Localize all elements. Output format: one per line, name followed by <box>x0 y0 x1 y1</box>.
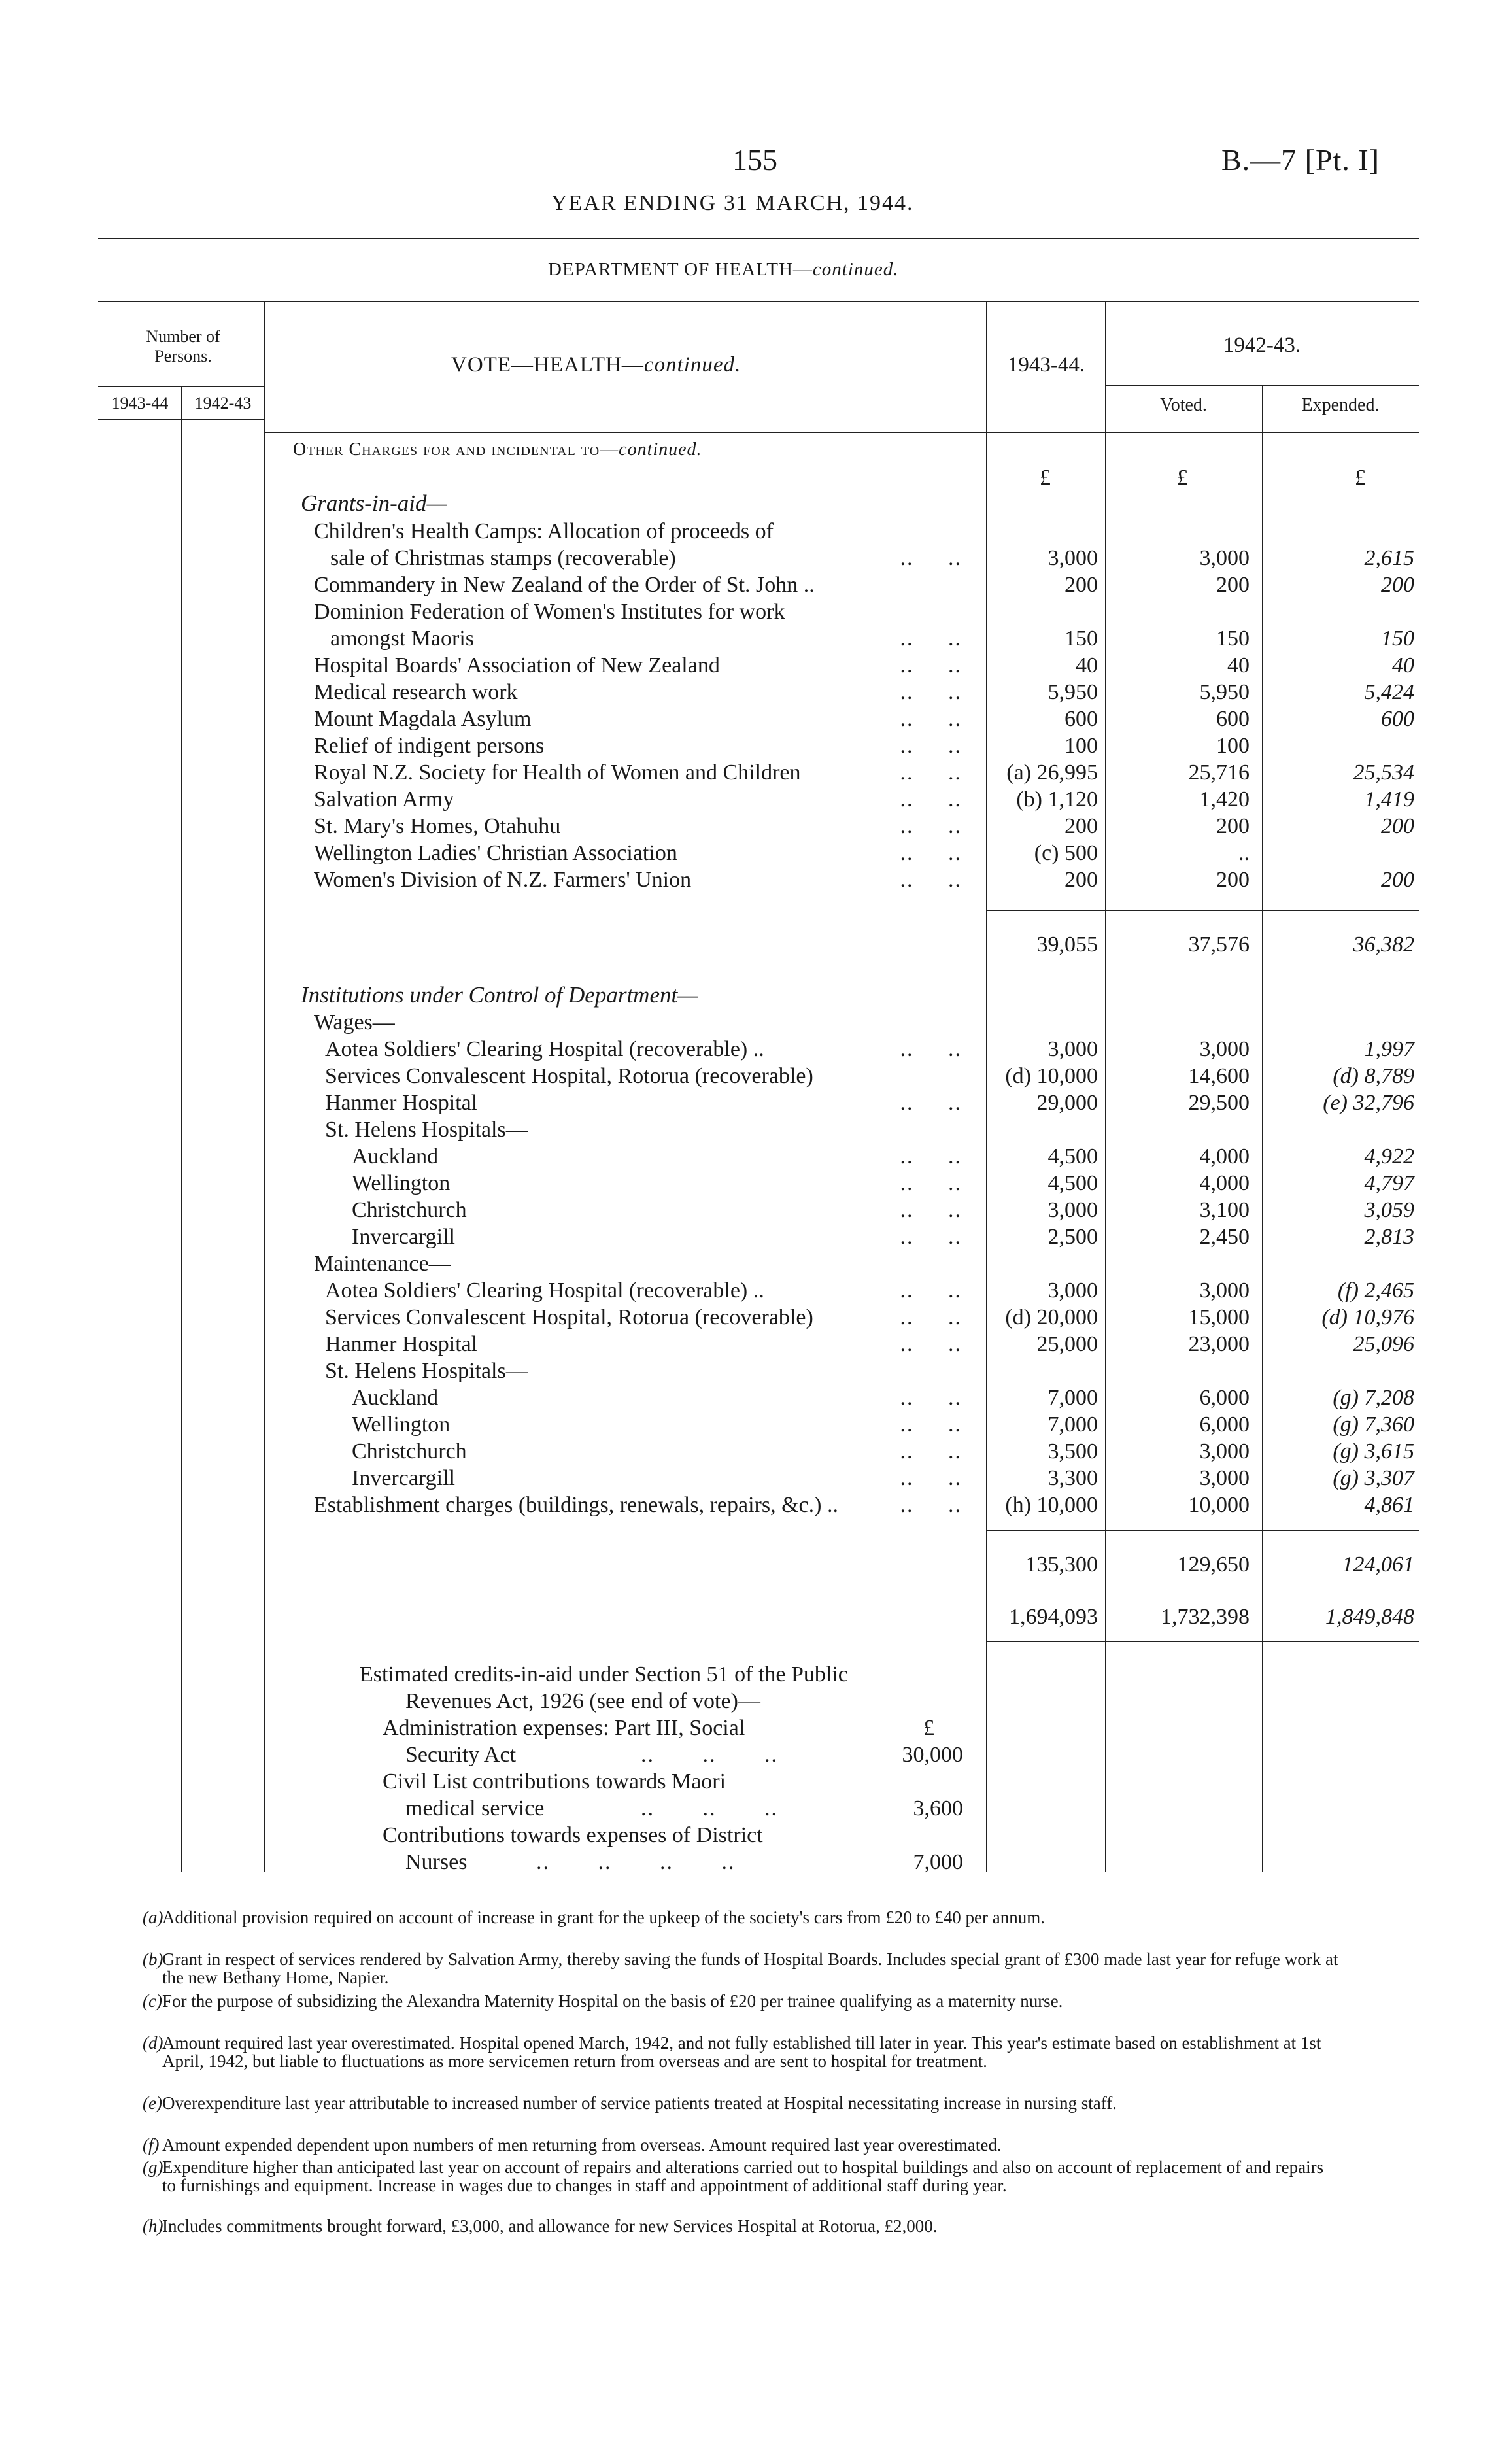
footnote-text: Expenditure higher than anticipated last year on account of repairs and alterations carried out to hospital buildings and also on account of replacement of and repairs to furnishings and equipment. Increase in wages due to changes in staff and appointment of additional staff during year. <box>162 2157 1324 2195</box>
credits-line-7: Contributions towards expenses of District <box>383 1823 763 1847</box>
value-1943-44: 40 <box>1076 653 1098 677</box>
value-1943-44: 4,500 <box>1047 1144 1098 1169</box>
value-1943-44: 4,500 <box>1047 1171 1098 1195</box>
value-expended: 150 <box>1381 626 1414 651</box>
persons-head-rule <box>98 386 264 387</box>
table-row <box>0 1223 1498 1250</box>
leader-dots: .. .. <box>900 1144 962 1169</box>
document-reference: B.—7 [Pt. I] <box>1221 143 1380 177</box>
value-expended: (f) 2,465 <box>1337 1278 1414 1303</box>
table-row <box>0 1143 1498 1170</box>
pound-sign-voted: £ <box>1177 466 1188 490</box>
value-1943-44: 3,500 <box>1047 1439 1098 1463</box>
value-voted: 2,450 <box>1199 1225 1250 1249</box>
row-label: Christchurch <box>352 1439 467 1463</box>
table-row <box>0 1063 1498 1089</box>
footnote-c <box>143 1991 1339 2011</box>
value-1943-44: 600 <box>1064 707 1098 731</box>
grants-total-voted: 37,576 <box>1188 933 1250 957</box>
grand-total-voted: 1,732,398 <box>1161 1605 1250 1629</box>
credits-line-2: Revenues Act, 1926 (see end of vote)— <box>405 1689 760 1713</box>
credits-line-4 <box>405 1741 778 1768</box>
table-row <box>0 652 1498 679</box>
vote-heading <box>451 353 741 377</box>
leader-dots: .. .. <box>900 626 962 651</box>
inst-total-rule-1 <box>986 1530 1419 1531</box>
row-label: Auckland <box>352 1386 439 1410</box>
row-label: Invercargill <box>352 1466 455 1490</box>
table-row <box>0 840 1498 866</box>
table-row <box>0 1170 1498 1197</box>
footnote-mark: (g) <box>143 2157 163 2177</box>
other-charges-main: Other Charges for and incidental to— <box>293 439 619 460</box>
leader-dots: .. .. <box>900 1466 962 1490</box>
value-voted: 6,000 <box>1199 1386 1250 1410</box>
year-split-rule <box>1105 385 1419 386</box>
row-label: Wellington <box>352 1171 451 1195</box>
leader-dots: .. .. <box>900 1439 962 1463</box>
row-label: Invercargill <box>352 1225 455 1249</box>
table-row <box>0 1250 1498 1277</box>
table-top-rule <box>98 301 1419 302</box>
table-row <box>0 1277 1498 1304</box>
value-voted: 14,600 <box>1188 1064 1250 1088</box>
value-1943-44: 5,950 <box>1047 680 1098 704</box>
table-row <box>0 1036 1498 1063</box>
value-voted: 3,000 <box>1199 1439 1250 1463</box>
value-expended: 2,615 <box>1364 546 1414 570</box>
footnote-text: Amount expended dependent upon numbers of men returning from overseas. Amount required last year overestimated. <box>162 2135 1002 2155</box>
grants-total-rule-1 <box>986 910 1419 911</box>
row-label: Wages— <box>314 1010 395 1035</box>
credits-line-1: Estimated credits-in-aid under Section 51 of the Public <box>360 1662 848 1686</box>
value-voted: 29,500 <box>1188 1091 1250 1115</box>
value-expended: 5,424 <box>1364 680 1414 704</box>
table-row <box>0 518 1498 545</box>
inst-total-voted: 129,650 <box>1177 1552 1250 1577</box>
table-row <box>0 1089 1498 1116</box>
footnote-e <box>143 2093 1339 2113</box>
voted-heading: Voted. <box>1160 395 1207 415</box>
footnote-d <box>143 2033 1339 2071</box>
value-voted: 4,000 <box>1199 1171 1250 1195</box>
table-row <box>0 598 1498 625</box>
row-label: Christchurch <box>352 1198 467 1222</box>
value-voted: 3,000 <box>1199 1278 1250 1303</box>
credits-value-2: 3,600 <box>913 1796 963 1821</box>
footnote-text: Additional provision required on account of increase in grant for the upkeep of the society's cars from £20 to £40 per annum. <box>162 1908 1045 1927</box>
leader-dots: .. .. <box>900 653 962 677</box>
pound-sign-1943-44: £ <box>1040 466 1051 490</box>
credits-dots: .. .. .. <box>641 1796 778 1821</box>
row-label: Hospital Boards' Association of New Zealand <box>314 653 720 677</box>
credits-line-4-label: Security Act <box>405 1743 517 1767</box>
leader-dots: .. .. <box>900 868 962 892</box>
row-label: St. Mary's Homes, Otahuhu <box>314 814 561 838</box>
leader-dots: .. .. <box>900 734 962 758</box>
expended-heading: Expended. <box>1301 395 1380 415</box>
value-voted: 23,000 <box>1188 1332 1250 1356</box>
row-label: Commandery in New Zealand of the Order of St. John .. <box>314 573 815 597</box>
value-1943-44: (c) 500 <box>1034 841 1098 865</box>
value-expended: 200 <box>1381 868 1414 892</box>
table-row <box>0 679 1498 706</box>
footnote-mark: (c) <box>143 1991 162 2011</box>
persons-1942-43-heading: 1942-43 <box>194 394 252 413</box>
leader-dots: .. .. <box>900 1332 962 1356</box>
value-1943-44: (h) 10,000 <box>1005 1493 1098 1517</box>
column-1942-43-heading: 1942-43. <box>1223 334 1301 357</box>
value-expended: 4,861 <box>1364 1493 1414 1517</box>
value-expended: (g) 3,615 <box>1333 1439 1414 1463</box>
value-1943-44: 3,000 <box>1047 1037 1098 1061</box>
value-voted: .. <box>1238 841 1250 865</box>
value-expended: 2,813 <box>1364 1225 1414 1249</box>
footnote-a <box>143 1908 1339 1927</box>
row-label: Women's Division of N.Z. Farmers' Union <box>314 868 692 892</box>
persons-sub-rule <box>98 419 264 420</box>
other-charges-continued: continued. <box>619 439 702 460</box>
value-expended: 25,096 <box>1353 1332 1414 1356</box>
value-voted: 6,000 <box>1199 1412 1250 1437</box>
header-rule <box>98 238 1419 239</box>
grants-total-expended: 36,382 <box>1353 933 1414 957</box>
value-expended: 1,997 <box>1364 1037 1414 1061</box>
table-row <box>0 1009 1498 1036</box>
table-row <box>0 1197 1498 1223</box>
table-row <box>0 813 1498 840</box>
credits-line-8 <box>405 1849 736 1875</box>
value-voted: 1,420 <box>1199 787 1250 812</box>
value-1943-44: 7,000 <box>1047 1412 1098 1437</box>
value-voted: 600 <box>1216 707 1250 731</box>
department-main: DEPARTMENT OF HEALTH— <box>548 259 813 280</box>
credits-line-6-label: medical service <box>405 1796 545 1821</box>
leader-dots: .. .. <box>900 1037 962 1061</box>
pound-sign-expended: £ <box>1355 466 1366 490</box>
credits-line-5: Civil List contributions towards Maori <box>383 1770 726 1794</box>
row-label: Mount Magdala Asylum <box>314 707 532 731</box>
value-1943-44: 3,000 <box>1047 546 1098 570</box>
inst-total-1943-44: 135,300 <box>1025 1552 1098 1577</box>
value-expended: 200 <box>1381 814 1414 838</box>
value-expended: 4,922 <box>1364 1144 1414 1169</box>
institutions-heading: Institutions under Control of Department— <box>301 982 698 1008</box>
value-1943-44: 7,000 <box>1047 1386 1098 1410</box>
department-heading <box>548 259 899 281</box>
footnote-text: Grant in respect of services rendered by Salvation Army, thereby saving the funds of Hospital Boards. Includes special grant of £300 made last year for refuge work at the new Bethany Home, Napier. <box>162 1949 1338 1987</box>
value-1943-44: 150 <box>1064 626 1098 651</box>
value-expended: 1,419 <box>1364 787 1414 812</box>
vote-continued: continued. <box>643 353 741 377</box>
value-expended: 40 <box>1392 653 1414 677</box>
footnote-text: Includes commitments brought forward, £3,000, and allowance for new Services Hospital at Rotorua, £2,000. <box>162 2216 938 2236</box>
value-voted: 4,000 <box>1199 1144 1250 1169</box>
row-label: Wellington Ladies' Christian Association <box>314 841 677 865</box>
leader-dots: .. .. <box>900 1493 962 1517</box>
row-label: Aotea Soldiers' Clearing Hospital (recoverable) .. <box>325 1037 764 1061</box>
footnote-mark: (d) <box>143 2033 163 2053</box>
credits-line-6 <box>405 1795 778 1822</box>
leader-dots: .. .. <box>900 546 962 570</box>
leader-dots: .. .. <box>900 1198 962 1222</box>
footnote-text: Overexpenditure last year attributable to increased number of service patients treated at Hospital necessitating increase in nursing staff. <box>162 2093 1117 2113</box>
value-1943-44: 3,000 <box>1047 1198 1098 1222</box>
table-row <box>0 572 1498 598</box>
leader-dots: .. .. <box>900 707 962 731</box>
value-expended: (d) 8,789 <box>1333 1064 1414 1088</box>
row-label: Hanmer Hospital <box>325 1332 478 1356</box>
footnote-b <box>143 1949 1339 1987</box>
row-label: Establishment charges (buildings, renewals, repairs, &c.) .. <box>314 1493 838 1517</box>
value-1943-44: 3,000 <box>1047 1278 1098 1303</box>
table-row <box>0 625 1498 652</box>
table-row <box>0 1358 1498 1384</box>
value-1943-44: (a) 26,995 <box>1006 761 1098 785</box>
credits-dots: .. .. .. <box>641 1743 778 1767</box>
table-row <box>0 1438 1498 1465</box>
table-row <box>0 1304 1498 1331</box>
head-bottom-rule <box>264 432 1419 433</box>
value-expended: 25,534 <box>1353 761 1414 785</box>
leader-dots: .. .. <box>900 841 962 865</box>
value-1943-44: 3,300 <box>1047 1466 1098 1490</box>
table-row <box>0 1411 1498 1438</box>
value-1943-44: 25,000 <box>1036 1332 1098 1356</box>
value-expended: (g) 3,307 <box>1333 1466 1414 1490</box>
grand-total-expended: 1,849,848 <box>1325 1605 1414 1629</box>
value-1943-44: 200 <box>1064 868 1098 892</box>
table-row <box>0 1384 1498 1411</box>
table-row <box>0 866 1498 893</box>
value-voted: 5,950 <box>1199 680 1250 704</box>
table-row <box>0 706 1498 732</box>
value-voted: 10,000 <box>1188 1493 1250 1517</box>
row-label: Children's Health Camps: Allocation of proceeds of <box>314 519 774 543</box>
table-row <box>0 545 1498 572</box>
footnote-f <box>143 2135 1339 2155</box>
persons-1943-44-heading: 1943-44 <box>111 394 169 413</box>
value-expended: 600 <box>1381 707 1414 731</box>
leader-dots: .. .. <box>900 1225 962 1249</box>
grants-heading: Grants-in-aid— <box>301 490 447 516</box>
footnote-mark: (h) <box>143 2216 163 2236</box>
footnote-mark: (a) <box>143 1908 163 1927</box>
credits-value-1: 30,000 <box>902 1743 963 1767</box>
footnote-text: Amount required last year overestimated. Hospital opened March, 1942, and not fully established till later in year. This year's estimate based on establishment at 1st April, 1942, but liable to fluctuations as more servicemen return from overseas and are sent to hospital for treatment. <box>162 2033 1321 2071</box>
row-label: Salvation Army <box>314 787 454 812</box>
value-1943-44: 100 <box>1064 734 1098 758</box>
table-row <box>0 1331 1498 1358</box>
value-voted: 15,000 <box>1188 1305 1250 1329</box>
value-expended: 4,797 <box>1364 1171 1414 1195</box>
value-voted: 100 <box>1216 734 1250 758</box>
value-expended: (g) 7,360 <box>1333 1412 1414 1437</box>
value-1943-44: 200 <box>1064 814 1098 838</box>
leader-dots: .. .. <box>900 1412 962 1437</box>
value-1943-44: (d) 20,000 <box>1005 1305 1098 1329</box>
footnote-mark: (e) <box>143 2093 162 2113</box>
row-label: Medical research work <box>314 680 518 704</box>
value-voted: 3,000 <box>1199 1037 1250 1061</box>
department-continued: continued. <box>812 259 899 280</box>
value-expended: (d) 10,976 <box>1321 1305 1414 1329</box>
leader-dots: .. .. <box>900 1091 962 1115</box>
table-row <box>0 786 1498 813</box>
number-of-persons-heading: Number of Persons. <box>146 327 220 366</box>
row-label: Hanmer Hospital <box>325 1091 478 1115</box>
footnote-mark: (b) <box>143 1949 163 1969</box>
leader-dots: .. .. <box>900 814 962 838</box>
grants-total-1943-44: 39,055 <box>1036 933 1098 957</box>
leader-dots: .. .. <box>900 1278 962 1303</box>
credits-pound: £ <box>923 1716 934 1740</box>
footnote-g <box>143 2157 1339 2195</box>
row-label: Dominion Federation of Women's Institutes for work <box>314 600 785 624</box>
row-label: amongst Maoris <box>330 626 475 651</box>
grand-total-1943-44: 1,694,093 <box>1009 1605 1098 1629</box>
value-voted: 200 <box>1216 573 1250 597</box>
leader-dots: .. .. <box>900 680 962 704</box>
credits-line-8-label: Nurses <box>405 1850 468 1874</box>
row-label: Royal N.Z. Society for Health of Women and Children <box>314 761 801 785</box>
value-voted: 200 <box>1216 814 1250 838</box>
value-1943-44: 29,000 <box>1036 1091 1098 1115</box>
table-row <box>0 1465 1498 1492</box>
table-row <box>0 732 1498 759</box>
leader-dots: .. .. <box>900 1171 962 1195</box>
row-label: St. Helens Hospitals— <box>325 1359 528 1383</box>
value-expended: 200 <box>1381 573 1414 597</box>
value-voted: 200 <box>1216 868 1250 892</box>
inst-total-expended: 124,061 <box>1342 1552 1414 1577</box>
other-charges-heading <box>293 439 702 460</box>
grand-total-rule <box>986 1641 1419 1642</box>
leader-dots: .. .. <box>900 787 962 812</box>
value-1943-44: 200 <box>1064 573 1098 597</box>
value-voted: 3,000 <box>1199 546 1250 570</box>
leader-dots: .. .. <box>900 1386 962 1410</box>
value-voted: 3,100 <box>1199 1198 1250 1222</box>
credits-dots: .. .. .. .. <box>536 1850 736 1874</box>
vote-main: VOTE—HEALTH— <box>451 353 644 377</box>
value-1943-44: (b) 1,120 <box>1016 787 1098 812</box>
table-row <box>0 1116 1498 1143</box>
value-1943-44: (d) 10,000 <box>1005 1064 1098 1088</box>
value-voted: 25,716 <box>1188 761 1250 785</box>
credits-line-3: Administration expenses: Part III, Social <box>383 1716 745 1740</box>
year-heading: YEAR ENDING 31 MARCH, 1944. <box>551 191 914 215</box>
row-label: Auckland <box>352 1144 439 1169</box>
row-label: Maintenance— <box>314 1252 451 1276</box>
value-expended: (g) 7,208 <box>1333 1386 1414 1410</box>
value-voted: 40 <box>1227 653 1250 677</box>
leader-dots: .. .. <box>900 1305 962 1329</box>
row-label: sale of Christmas stamps (recoverable) <box>330 546 676 570</box>
credits-value-3: 7,000 <box>913 1850 963 1874</box>
row-label: St. Helens Hospitals— <box>325 1118 528 1142</box>
value-voted: 150 <box>1216 626 1250 651</box>
value-expended: (e) 32,796 <box>1323 1091 1414 1115</box>
value-expended: 3,059 <box>1364 1198 1414 1222</box>
footnote-text: For the purpose of subsidizing the Alexandra Maternity Hospital on the basis of £20 per trainee qualifying as a maternity nurse. <box>162 1991 1063 2011</box>
table-row <box>0 759 1498 786</box>
page-number: 155 <box>732 143 777 177</box>
value-1943-44: 2,500 <box>1047 1225 1098 1249</box>
leader-dots: .. .. <box>900 761 962 785</box>
footnote-h <box>143 2216 1339 2236</box>
table-row <box>0 1492 1498 1518</box>
footnote-mark: (f) <box>143 2135 160 2155</box>
row-label: Services Convalescent Hospital, Rotorua (recoverable) <box>325 1305 813 1329</box>
row-label: Wellington <box>352 1412 451 1437</box>
row-label: Services Convalescent Hospital, Rotorua (recoverable) <box>325 1064 813 1088</box>
value-voted: 3,000 <box>1199 1466 1250 1490</box>
row-label: Aotea Soldiers' Clearing Hospital (recoverable) .. <box>325 1278 764 1303</box>
row-label: Relief of indigent persons <box>314 734 545 758</box>
column-1943-44-heading: 1943-44. <box>1007 353 1085 377</box>
